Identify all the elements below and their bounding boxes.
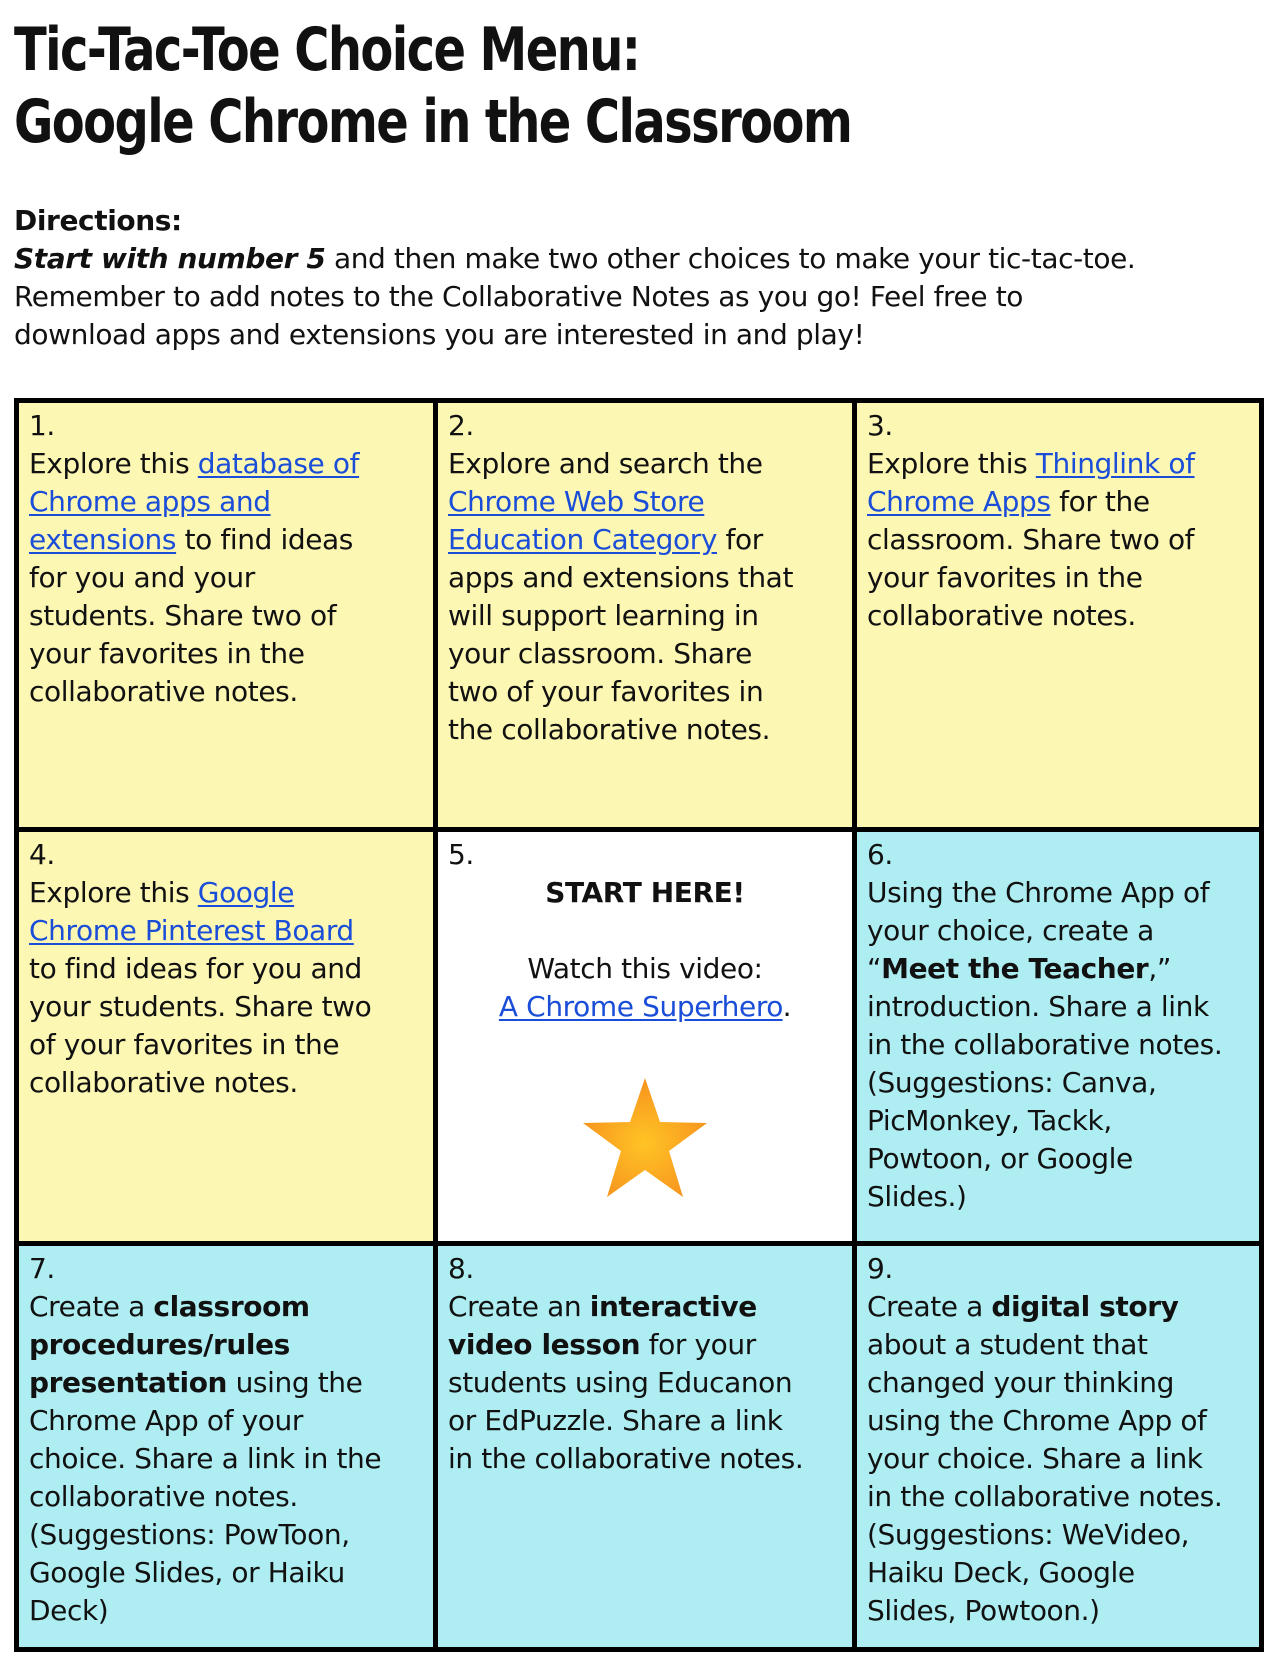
choice-cell-8 — [438, 1246, 852, 1647]
cell-line — [29, 521, 423, 559]
start-here-block — [448, 874, 842, 1026]
cell-line — [448, 1326, 842, 1364]
cell-text: ,” — [1148, 952, 1171, 985]
cell-line: (Suggestions: Canva, — [867, 1066, 1157, 1099]
cell-number: 5. — [448, 838, 474, 871]
meet-teacher-emphasis: Meet the Teacher — [881, 952, 1149, 985]
database-link-cont[interactable]: Chrome apps and — [29, 485, 271, 518]
cell-line: your choice, create a — [867, 914, 1154, 947]
cell-number: 2. — [448, 409, 474, 442]
cell-number: 1. — [29, 409, 55, 442]
cell-emphasis: interactive — [589, 1290, 757, 1323]
cell-line: Using the Chrome App of — [867, 876, 1210, 909]
cell-number: 4. — [29, 838, 55, 871]
cell-emphasis: digital story — [991, 1290, 1179, 1323]
cell-line: the collaborative notes. — [448, 713, 771, 746]
cell-line: your classroom. Share — [448, 637, 753, 670]
choice-cell-2 — [438, 403, 852, 827]
cell-text: “ — [867, 952, 882, 985]
cell-emphasis: video lesson — [448, 1328, 641, 1361]
cell-line: in the collaborative notes. — [867, 1028, 1223, 1061]
cell-line — [29, 445, 423, 483]
cell-line — [448, 521, 842, 559]
cell-line — [29, 1288, 423, 1326]
directions-heading: Directions: — [14, 204, 182, 237]
web-store-link[interactable]: Chrome Web Store — [448, 485, 705, 518]
page-title-line-2: Google Chrome in the Classroom — [14, 87, 852, 157]
cell-line: of your favorites in the — [29, 1028, 340, 1061]
cell-line: Google Slides, or Haiku — [29, 1556, 345, 1589]
cell-line — [448, 988, 842, 1026]
web-store-link-cont[interactable]: Education Category — [448, 523, 717, 556]
cell-line: your favorites in the — [29, 637, 305, 670]
cell-line: collaborative notes. — [29, 675, 298, 708]
cell-line: to find ideas for you and — [29, 952, 362, 985]
choice-cell-6 — [857, 832, 1259, 1241]
cell-text: to find ideas — [176, 523, 353, 556]
cell-text: Explore this — [29, 876, 198, 909]
cell-line: your students. Share two — [29, 990, 372, 1023]
cell-text: . — [782, 990, 792, 1023]
cell-line: apps and extensions that — [448, 561, 794, 594]
cell-line: Explore and search the — [448, 447, 763, 480]
page-title — [14, 14, 1006, 158]
cell-number: 7. — [29, 1252, 55, 1285]
database-link[interactable]: database of — [197, 447, 360, 480]
spacer — [448, 912, 842, 950]
cell-line: your choice. Share a link — [867, 1442, 1203, 1475]
cell-line: for you and your — [29, 561, 255, 594]
thinglink-link-cont[interactable]: Chrome Apps — [867, 485, 1051, 518]
cell-text: using the — [227, 1366, 363, 1399]
cell-line: using the Chrome App of — [867, 1404, 1207, 1437]
cell-line — [867, 483, 1249, 521]
cell-line: PicMonkey, Tackk, — [867, 1104, 1112, 1137]
cell-line: in the collaborative notes. — [867, 1480, 1223, 1513]
cell-line: Slides, Powtoon.) — [867, 1594, 1100, 1627]
cell-line: two of your favorites in — [448, 675, 764, 708]
cell-line: collaborative notes. — [29, 1066, 298, 1099]
cell-text: Create a — [867, 1290, 992, 1323]
cell-line: changed your thinking — [867, 1366, 1174, 1399]
cell-line — [29, 874, 423, 912]
cell-line: your favorites in the — [867, 561, 1143, 594]
cell-text: for your — [640, 1328, 756, 1361]
pinterest-link-cont[interactable]: Chrome Pinterest Board — [29, 914, 354, 947]
cell-line — [867, 950, 1249, 988]
cell-number: 8. — [448, 1252, 474, 1285]
cell-line: Deck) — [29, 1594, 109, 1627]
cell-line — [29, 483, 423, 521]
cell-text: Explore this — [29, 447, 198, 480]
cell-line — [448, 483, 842, 521]
cell-line: Slides.) — [867, 1180, 967, 1213]
cell-emphasis: presentation — [29, 1366, 228, 1399]
cell-line: collaborative notes. — [29, 1480, 298, 1513]
cell-line: will support learning in — [448, 599, 759, 632]
cell-line: Powtoon, or Google — [867, 1142, 1133, 1175]
cell-text: for — [717, 523, 763, 556]
directions-start-emphasis: Start with number 5 — [14, 242, 326, 275]
cell-emphasis: procedures/rules — [29, 1328, 290, 1361]
thinglink-link[interactable]: Thinglink of — [1035, 447, 1195, 480]
directions-line-1-rest: and then make two other choices to make your tic-tac-toe. — [325, 242, 1136, 275]
choice-cell-4 — [19, 832, 433, 1241]
star-icon — [580, 1076, 710, 1200]
cell-text: Explore this — [867, 447, 1036, 480]
directions-line-3: download apps and extensions you are interested in and play! — [14, 318, 865, 351]
cell-line: Haiku Deck, Google — [867, 1556, 1135, 1589]
cell-line — [867, 1288, 1249, 1326]
cell-number: 6. — [867, 838, 893, 871]
cell-line: collaborative notes. — [867, 599, 1136, 632]
cell-line — [29, 1326, 423, 1364]
cell-line: (Suggestions: WeVideo, — [867, 1518, 1190, 1551]
directions — [14, 202, 1264, 354]
cell-line: Chrome App of your — [29, 1404, 303, 1437]
directions-line-2: Remember to add notes to the Collaborative Notes as you go! Feel free to — [14, 280, 1024, 313]
directions-line-1 — [14, 240, 1264, 278]
choice-grid — [14, 398, 1264, 1652]
cell-line: or EdPuzzle. Share a link — [448, 1404, 783, 1437]
superhero-video-link[interactable]: A Chrome Superhero — [498, 990, 783, 1023]
database-link-end[interactable]: extensions — [29, 523, 177, 556]
cell-line: choice. Share a link in the — [29, 1442, 382, 1475]
cell-text: Create an — [448, 1290, 590, 1323]
cell-line: (Suggestions: PowToon, — [29, 1518, 350, 1551]
cell-line — [29, 1364, 423, 1402]
choice-cell-5 — [438, 832, 852, 1241]
cell-line — [29, 912, 423, 950]
cell-line: introduction. Share a link — [867, 990, 1209, 1023]
cell-emphasis: classroom — [153, 1290, 310, 1323]
cell-line — [448, 1288, 842, 1326]
star-container — [448, 1076, 842, 1200]
cell-line: students. Share two of — [29, 599, 337, 632]
start-here-heading: START HERE! — [545, 876, 745, 909]
page-title-line-1: Tic-Tac-Toe Choice Menu: — [14, 15, 640, 85]
choice-cell-9 — [857, 1246, 1259, 1647]
choice-cell-7 — [19, 1246, 433, 1647]
cell-text: Create a — [29, 1290, 154, 1323]
cell-line: students using Educanon — [448, 1366, 793, 1399]
cell-line: about a student that — [867, 1328, 1148, 1361]
cell-line: classroom. Share two of — [867, 523, 1195, 556]
cell-number: 9. — [867, 1252, 893, 1285]
choice-cell-3 — [857, 403, 1259, 827]
cell-line — [867, 445, 1249, 483]
cell-line: in the collaborative notes. — [448, 1442, 804, 1475]
pinterest-link[interactable]: Google — [197, 876, 295, 909]
watch-video-label: Watch this video: — [527, 952, 763, 985]
cell-text: for the — [1050, 485, 1150, 518]
cell-number: 3. — [867, 409, 893, 442]
choice-cell-1 — [19, 403, 433, 827]
